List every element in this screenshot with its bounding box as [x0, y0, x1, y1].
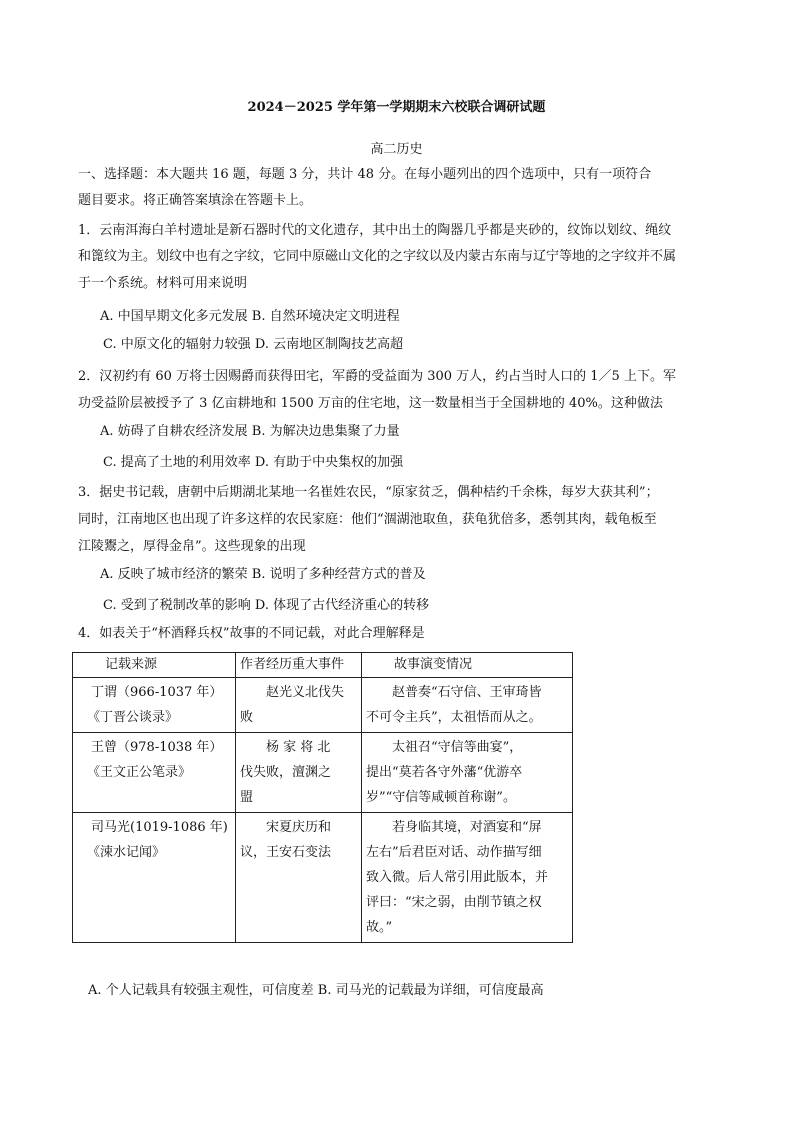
record-comparison-table [72, 652, 573, 943]
q4-options-line-1: A. 个人记载具有较强主观性，可信度差 B. 司马光的记载最为详细，可信度最高 [88, 983, 544, 998]
row2-events: 杨 家 将 北 伐失败，澶渊之 盟 [236, 733, 362, 813]
q3-options-line-2: C. 受到了税制改革的影响 D. 体现了古代经济重心的转移 [103, 598, 430, 613]
table-row [73, 678, 573, 733]
row3-story: 若身临其境，对酒宴和“屏 左右”后君臣对话、动作描写细 致入微。后人常引用此版本，并 评曰：“宋之弱，由削节镇之权 故。” [362, 813, 573, 943]
table-row [73, 733, 573, 813]
row3-events: 宋夏庆历和 议，王安石变法 [236, 813, 362, 943]
q4-stem-line-1: 4．如表关于“杯酒释兵权”故事的不同记载，对此合理解释是 [78, 626, 425, 641]
table-header-row [73, 653, 573, 678]
q3-options-line-1: A. 反映了城市经济的繁荣 B. 说明了多种经营方式的普及 [100, 567, 426, 582]
header-story: 故事演变情况 [362, 653, 573, 678]
row1-story: 赵普奏“石守信、王审琦皆 不可令主兵”，太祖悟而从之。 [362, 678, 573, 733]
exam-title: 2024－2025 学年第一学期期末六校联合调研试题 [247, 100, 546, 115]
table-row [73, 813, 573, 943]
header-source: 记载来源 [73, 653, 236, 678]
q1-options-line-1: A. 中国早期文化多元发展 B. 自然环境决定文明进程 [100, 309, 400, 324]
q3-stem-line-2: 同时，江南地区也出现了许多这样的农民家庭：他们“涸湖池取鱼，获龟犹倍多，悉刳其肉，载龟板至 [78, 512, 657, 527]
exam-subject: 高二历史 [370, 142, 423, 157]
q2-options-line-2: C. 提高了土地的利用效率 D. 有助于中央集权的加强 [103, 455, 404, 470]
row2-source: 王曾（978-1038 年） 《王文正公笔录》 [73, 733, 236, 813]
section-intro-line-1: 一、选择题：本大题共 16 题，每题 3 分，共计 48 分。在每小题列出的四个选项中，只有一项符合 [78, 167, 652, 182]
section-intro-line-2: 题目要求。将正确答案填涂在答题卡上。 [78, 193, 313, 208]
q3-stem-line-1: 3．据史书记载，唐朝中后期湖北某地一名崔姓农民，“原家贫乏，偶种桔约千余株，每岁大获其利”； [78, 485, 659, 500]
q1-stem-line-2: 和篦纹为主。划纹中也有之字纹，它同中原磁山文化的之字纹以及内蒙古东南与辽宁等地的之字纹并不属 [78, 249, 677, 264]
row3-source: 司马光(1019-1086 年) 《涑水记闻》 [73, 813, 236, 943]
q3-stem-line-3: 江陵鬻之，厚得金帛”。这些现象的出现 [78, 539, 306, 554]
row2-story: 太祖召“守信等曲宴”， 提出“莫若各守外藩“优游卒 岁”“守信等咸顿首称谢”。 [362, 733, 573, 813]
header-events: 作者经历重大事件 [236, 653, 362, 678]
q2-stem-line-2: 功受益阶层被授予了 3 亿亩耕地和 1500 万亩的住宅地，这一数量相当于全国耕地的 40%。这种做法 [78, 396, 663, 411]
q1-stem-line-3: 于一个系统。材料可用来说明 [78, 276, 248, 291]
q2-options-line-1: A. 妨碍了自耕农经济发展 B. 为解决边患集聚了力量 [100, 424, 400, 439]
row1-source: 丁谓（966-1037 年） 《丁晋公谈录》 [73, 678, 236, 733]
q1-options-line-2: C. 中原文化的辐射力较强 D. 云南地区制陶技艺高超 [103, 337, 404, 352]
q2-stem-line-1: 2．汉初约有 60 万将士因赐爵而获得田宅，军爵的受益面为 300 万人，约占当时人口的 1／5 上下。军 [78, 369, 676, 384]
q1-stem-line-1: 1．云南洱海白羊村遗址是新石器时代的文化遗存，其中出土的陶器几乎都是夹砂的，纹饰以划纹、绳纹 [78, 223, 672, 238]
row1-events: 赵光义北伐失 败 [236, 678, 362, 733]
